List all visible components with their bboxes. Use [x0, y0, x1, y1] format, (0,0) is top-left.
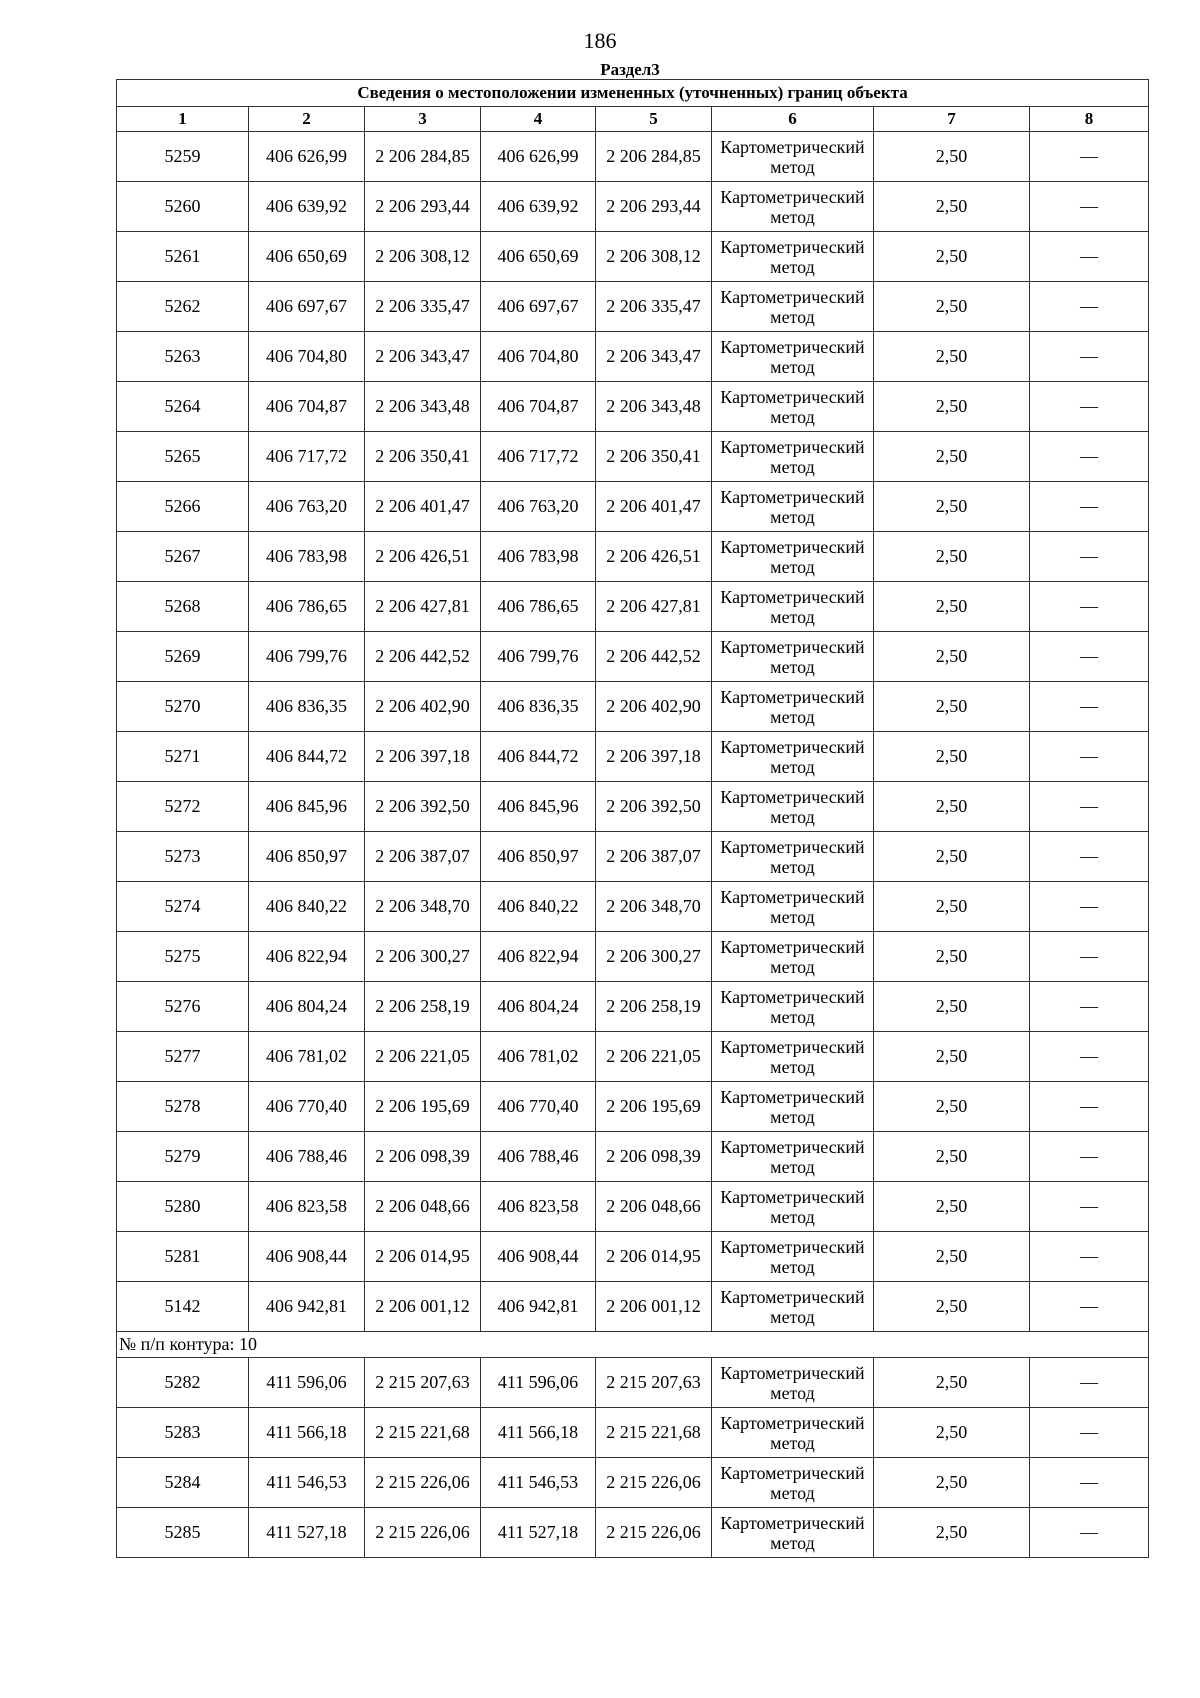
x-old-cell: 406 783,98 — [249, 532, 365, 582]
description-cell: — — [1030, 332, 1149, 382]
y-old-cell: 2 206 402,90 — [365, 682, 481, 732]
y-old-cell: 2 206 335,47 — [365, 282, 481, 332]
y-old-cell: 2 206 195,69 — [365, 1082, 481, 1132]
description-cell: — — [1030, 432, 1149, 482]
method-cell: Картометрический метод — [712, 132, 874, 182]
table-row — [117, 782, 1149, 832]
description-cell: — — [1030, 532, 1149, 582]
accuracy-cell: 2,50 — [874, 1458, 1030, 1508]
method-cell: Картометрический метод — [712, 432, 874, 482]
accuracy-cell: 2,50 — [874, 932, 1030, 982]
accuracy-cell: 2,50 — [874, 732, 1030, 782]
x-old-cell: 406 717,72 — [249, 432, 365, 482]
x-new-cell: 411 546,53 — [481, 1458, 596, 1508]
method-cell: Картометрический метод — [712, 1082, 874, 1132]
x-old-cell: 406 840,22 — [249, 882, 365, 932]
x-old-cell: 411 596,06 — [249, 1358, 365, 1408]
accuracy-cell: 2,50 — [874, 382, 1030, 432]
y-old-cell: 2 206 343,47 — [365, 332, 481, 382]
table-header-row — [117, 107, 1149, 132]
y-new-cell: 2 206 343,48 — [596, 382, 712, 432]
x-old-cell: 406 650,69 — [249, 232, 365, 282]
table-row — [117, 432, 1149, 482]
method-cell: Картометрический метод — [712, 1182, 874, 1232]
y-old-cell: 2 206 442,52 — [365, 632, 481, 682]
y-new-cell: 2 206 397,18 — [596, 732, 712, 782]
x-new-cell: 411 596,06 — [481, 1358, 596, 1408]
x-old-cell: 406 626,99 — [249, 132, 365, 182]
x-new-cell: 406 626,99 — [481, 132, 596, 182]
x-new-cell: 406 804,24 — [481, 982, 596, 1032]
table-row — [117, 282, 1149, 332]
y-old-cell: 2 215 221,68 — [365, 1408, 481, 1458]
method-cell: Картометрический метод — [712, 782, 874, 832]
method-cell: Картометрический метод — [712, 1358, 874, 1408]
y-old-cell: 2 206 098,39 — [365, 1132, 481, 1182]
x-new-cell: 411 566,18 — [481, 1408, 596, 1458]
method-cell: Картометрический метод — [712, 182, 874, 232]
description-cell: — — [1030, 1232, 1149, 1282]
description-cell: — — [1030, 232, 1149, 282]
contour-row — [117, 1332, 1149, 1358]
point-number-cell: 5260 — [117, 182, 249, 232]
x-new-cell: 406 639,92 — [481, 182, 596, 232]
table-row — [117, 832, 1149, 882]
x-old-cell: 406 704,87 — [249, 382, 365, 432]
table-row — [117, 232, 1149, 282]
method-cell: Картометрический метод — [712, 1508, 874, 1558]
point-number-cell: 5276 — [117, 982, 249, 1032]
y-new-cell: 2 206 258,19 — [596, 982, 712, 1032]
x-new-cell: 406 704,80 — [481, 332, 596, 382]
table-row — [117, 682, 1149, 732]
method-cell: Картометрический метод — [712, 332, 874, 382]
y-old-cell: 2 206 221,05 — [365, 1032, 481, 1082]
accuracy-cell: 2,50 — [874, 532, 1030, 582]
table-row — [117, 332, 1149, 382]
page-number: 186 — [583, 28, 617, 53]
table-row — [117, 1232, 1149, 1282]
point-number-cell: 5281 — [117, 1232, 249, 1282]
method-cell: Картометрический метод — [712, 1458, 874, 1508]
x-new-cell: 406 799,76 — [481, 632, 596, 682]
x-old-cell: 406 844,72 — [249, 732, 365, 782]
table-caption-row — [117, 80, 1149, 107]
y-new-cell: 2 206 284,85 — [596, 132, 712, 182]
description-cell: — — [1030, 582, 1149, 632]
x-old-cell: 406 697,67 — [249, 282, 365, 332]
accuracy-cell: 2,50 — [874, 1132, 1030, 1182]
x-old-cell: 406 822,94 — [249, 932, 365, 982]
y-new-cell: 2 206 392,50 — [596, 782, 712, 832]
x-new-cell: 406 786,65 — [481, 582, 596, 632]
x-old-cell: 406 823,58 — [249, 1182, 365, 1232]
description-cell: — — [1030, 1358, 1149, 1408]
table-row — [117, 982, 1149, 1032]
method-cell: Картометрический метод — [712, 682, 874, 732]
table-caption: Сведения о местоположении измененных (уточненных) границ объекта — [117, 80, 1149, 107]
column-header: 7 — [874, 107, 1030, 132]
point-number-cell: 5270 — [117, 682, 249, 732]
y-new-cell: 2 206 402,90 — [596, 682, 712, 732]
point-number-cell: 5266 — [117, 482, 249, 532]
x-old-cell: 406 781,02 — [249, 1032, 365, 1082]
method-cell: Картометрический метод — [712, 532, 874, 582]
y-new-cell: 2 206 426,51 — [596, 532, 712, 582]
accuracy-cell: 2,50 — [874, 1182, 1030, 1232]
table-row — [117, 1132, 1149, 1182]
x-old-cell: 406 763,20 — [249, 482, 365, 532]
method-cell: Картометрический метод — [712, 1232, 874, 1282]
y-new-cell: 2 206 221,05 — [596, 1032, 712, 1082]
y-old-cell: 2 215 226,06 — [365, 1458, 481, 1508]
y-new-cell: 2 206 001,12 — [596, 1282, 712, 1332]
y-old-cell: 2 206 048,66 — [365, 1182, 481, 1232]
method-cell: Картометрический метод — [712, 632, 874, 682]
table-row — [117, 482, 1149, 532]
accuracy-cell: 2,50 — [874, 432, 1030, 482]
description-cell: — — [1030, 682, 1149, 732]
y-new-cell: 2 206 350,41 — [596, 432, 712, 482]
x-old-cell: 406 799,76 — [249, 632, 365, 682]
y-old-cell: 2 206 401,47 — [365, 482, 481, 532]
x-new-cell: 406 781,02 — [481, 1032, 596, 1082]
point-number-cell: 5285 — [117, 1508, 249, 1558]
table-row — [117, 1282, 1149, 1332]
accuracy-cell: 2,50 — [874, 632, 1030, 682]
description-cell: — — [1030, 1082, 1149, 1132]
y-new-cell: 2 206 427,81 — [596, 582, 712, 632]
column-header: 3 — [365, 107, 481, 132]
accuracy-cell: 2,50 — [874, 1232, 1030, 1282]
y-old-cell: 2 206 284,85 — [365, 132, 481, 182]
point-number-cell: 5265 — [117, 432, 249, 482]
description-cell: — — [1030, 632, 1149, 682]
accuracy-cell: 2,50 — [874, 832, 1030, 882]
point-number-cell: 5272 — [117, 782, 249, 832]
x-new-cell: 406 850,97 — [481, 832, 596, 882]
y-old-cell: 2 206 308,12 — [365, 232, 481, 282]
x-old-cell: 406 788,46 — [249, 1132, 365, 1182]
y-old-cell: 2 206 426,51 — [365, 532, 481, 582]
table-row — [117, 1408, 1149, 1458]
table-row — [117, 132, 1149, 182]
x-old-cell: 406 804,24 — [249, 982, 365, 1032]
y-new-cell: 2 215 221,68 — [596, 1408, 712, 1458]
x-old-cell: 406 845,96 — [249, 782, 365, 832]
contour-label: № п/п контура: 10 — [117, 1332, 1149, 1358]
x-old-cell: 406 786,65 — [249, 582, 365, 632]
x-old-cell: 406 770,40 — [249, 1082, 365, 1132]
table-row — [117, 1458, 1149, 1508]
point-number-cell: 5259 — [117, 132, 249, 182]
table-row — [117, 1182, 1149, 1232]
description-cell: — — [1030, 1282, 1149, 1332]
method-cell: Картометрический метод — [712, 232, 874, 282]
y-old-cell: 2 206 293,44 — [365, 182, 481, 232]
point-number-cell: 5277 — [117, 1032, 249, 1082]
accuracy-cell: 2,50 — [874, 332, 1030, 382]
table-row — [117, 582, 1149, 632]
x-new-cell: 406 650,69 — [481, 232, 596, 282]
accuracy-cell: 2,50 — [874, 782, 1030, 832]
table-row — [117, 1032, 1149, 1082]
y-new-cell: 2 215 226,06 — [596, 1508, 712, 1558]
y-new-cell: 2 206 442,52 — [596, 632, 712, 682]
table-row — [117, 1082, 1149, 1132]
method-cell: Картометрический метод — [712, 382, 874, 432]
point-number-cell: 5283 — [117, 1408, 249, 1458]
point-number-cell: 5267 — [117, 532, 249, 582]
section-label: Раздел3 — [600, 60, 660, 79]
table-body — [117, 132, 1149, 1558]
x-new-cell: 406 783,98 — [481, 532, 596, 582]
point-number-cell: 5278 — [117, 1082, 249, 1132]
table-row — [117, 882, 1149, 932]
method-cell: Картометрический метод — [712, 882, 874, 932]
table-row — [117, 1358, 1149, 1408]
y-new-cell: 2 206 343,47 — [596, 332, 712, 382]
x-old-cell: 406 850,97 — [249, 832, 365, 882]
method-cell: Картометрический метод — [712, 282, 874, 332]
y-new-cell: 2 206 348,70 — [596, 882, 712, 932]
description-cell: — — [1030, 882, 1149, 932]
y-new-cell: 2 206 335,47 — [596, 282, 712, 332]
accuracy-cell: 2,50 — [874, 132, 1030, 182]
y-new-cell: 2 215 207,63 — [596, 1358, 712, 1408]
x-new-cell: 406 822,94 — [481, 932, 596, 982]
x-old-cell: 411 546,53 — [249, 1458, 365, 1508]
x-new-cell: 406 844,72 — [481, 732, 596, 782]
y-old-cell: 2 206 350,41 — [365, 432, 481, 482]
description-cell: — — [1030, 1458, 1149, 1508]
y-old-cell: 2 206 427,81 — [365, 582, 481, 632]
column-header: 4 — [481, 107, 596, 132]
x-new-cell: 406 697,67 — [481, 282, 596, 332]
accuracy-cell: 2,50 — [874, 1082, 1030, 1132]
x-new-cell: 406 845,96 — [481, 782, 596, 832]
point-number-cell: 5268 — [117, 582, 249, 632]
accuracy-cell: 2,50 — [874, 1508, 1030, 1558]
x-new-cell: 406 908,44 — [481, 1232, 596, 1282]
column-header: 6 — [712, 107, 874, 132]
y-new-cell: 2 206 387,07 — [596, 832, 712, 882]
description-cell: — — [1030, 1032, 1149, 1082]
y-old-cell: 2 206 300,27 — [365, 932, 481, 982]
table-row — [117, 182, 1149, 232]
y-old-cell: 2 206 258,19 — [365, 982, 481, 1032]
x-new-cell: 406 770,40 — [481, 1082, 596, 1132]
y-new-cell: 2 206 014,95 — [596, 1232, 712, 1282]
point-number-cell: 5282 — [117, 1358, 249, 1408]
point-number-cell: 5142 — [117, 1282, 249, 1332]
x-new-cell: 406 704,87 — [481, 382, 596, 432]
x-old-cell: 411 527,18 — [249, 1508, 365, 1558]
y-new-cell: 2 206 293,44 — [596, 182, 712, 232]
point-number-cell: 5273 — [117, 832, 249, 882]
y-old-cell: 2 206 348,70 — [365, 882, 481, 932]
y-new-cell: 2 215 226,06 — [596, 1458, 712, 1508]
accuracy-cell: 2,50 — [874, 1358, 1030, 1408]
x-old-cell: 406 704,80 — [249, 332, 365, 382]
x-old-cell: 411 566,18 — [249, 1408, 365, 1458]
table-row — [117, 1508, 1149, 1558]
y-new-cell: 2 206 300,27 — [596, 932, 712, 982]
point-number-cell: 5264 — [117, 382, 249, 432]
point-number-cell: 5263 — [117, 332, 249, 382]
x-old-cell: 406 908,44 — [249, 1232, 365, 1282]
x-new-cell: 406 788,46 — [481, 1132, 596, 1182]
column-header: 8 — [1030, 107, 1149, 132]
description-cell: — — [1030, 1508, 1149, 1558]
y-old-cell: 2 206 397,18 — [365, 732, 481, 782]
description-cell: — — [1030, 932, 1149, 982]
y-new-cell: 2 206 098,39 — [596, 1132, 712, 1182]
column-header: 5 — [596, 107, 712, 132]
accuracy-cell: 2,50 — [874, 682, 1030, 732]
boundary-table — [116, 79, 1149, 1558]
table-row — [117, 632, 1149, 682]
point-number-cell: 5275 — [117, 932, 249, 982]
point-number-cell: 5279 — [117, 1132, 249, 1182]
accuracy-cell: 2,50 — [874, 1282, 1030, 1332]
y-old-cell: 2 206 001,12 — [365, 1282, 481, 1332]
method-cell: Картометрический метод — [712, 932, 874, 982]
table-row — [117, 532, 1149, 582]
table-row — [117, 932, 1149, 982]
description-cell: — — [1030, 182, 1149, 232]
method-cell: Картометрический метод — [712, 1132, 874, 1182]
method-cell: Картометрический метод — [712, 832, 874, 882]
description-cell: — — [1030, 732, 1149, 782]
table-row — [117, 382, 1149, 432]
y-old-cell: 2 215 207,63 — [365, 1358, 481, 1408]
x-old-cell: 406 942,81 — [249, 1282, 365, 1332]
method-cell: Картометрический метод — [712, 982, 874, 1032]
x-new-cell: 406 717,72 — [481, 432, 596, 482]
y-new-cell: 2 206 048,66 — [596, 1182, 712, 1232]
table-row — [117, 732, 1149, 782]
point-number-cell: 5261 — [117, 232, 249, 282]
accuracy-cell: 2,50 — [874, 882, 1030, 932]
y-new-cell: 2 206 401,47 — [596, 482, 712, 532]
x-new-cell: 406 763,20 — [481, 482, 596, 532]
description-cell: — — [1030, 1182, 1149, 1232]
column-header: 2 — [249, 107, 365, 132]
x-new-cell: 406 823,58 — [481, 1182, 596, 1232]
method-cell: Картометрический метод — [712, 1032, 874, 1082]
description-cell: — — [1030, 982, 1149, 1032]
y-new-cell: 2 206 195,69 — [596, 1082, 712, 1132]
point-number-cell: 5269 — [117, 632, 249, 682]
x-new-cell: 406 942,81 — [481, 1282, 596, 1332]
method-cell: Картометрический метод — [712, 1408, 874, 1458]
x-new-cell: 411 527,18 — [481, 1508, 596, 1558]
point-number-cell: 5262 — [117, 282, 249, 332]
accuracy-cell: 2,50 — [874, 1408, 1030, 1458]
accuracy-cell: 2,50 — [874, 232, 1030, 282]
accuracy-cell: 2,50 — [874, 482, 1030, 532]
point-number-cell: 5274 — [117, 882, 249, 932]
y-old-cell: 2 206 387,07 — [365, 832, 481, 882]
method-cell: Картометрический метод — [712, 732, 874, 782]
description-cell: — — [1030, 782, 1149, 832]
description-cell: — — [1030, 832, 1149, 882]
x-old-cell: 406 836,35 — [249, 682, 365, 732]
accuracy-cell: 2,50 — [874, 582, 1030, 632]
y-old-cell: 2 206 343,48 — [365, 382, 481, 432]
description-cell: — — [1030, 382, 1149, 432]
x-new-cell: 406 840,22 — [481, 882, 596, 932]
y-new-cell: 2 206 308,12 — [596, 232, 712, 282]
x-new-cell: 406 836,35 — [481, 682, 596, 732]
accuracy-cell: 2,50 — [874, 182, 1030, 232]
method-cell: Картометрический метод — [712, 1282, 874, 1332]
description-cell: — — [1030, 1132, 1149, 1182]
y-old-cell: 2 206 014,95 — [365, 1232, 481, 1282]
description-cell: — — [1030, 1408, 1149, 1458]
point-number-cell: 5271 — [117, 732, 249, 782]
y-old-cell: 2 215 226,06 — [365, 1508, 481, 1558]
point-number-cell: 5280 — [117, 1182, 249, 1232]
point-number-cell: 5284 — [117, 1458, 249, 1508]
x-old-cell: 406 639,92 — [249, 182, 365, 232]
accuracy-cell: 2,50 — [874, 282, 1030, 332]
column-header: 1 — [117, 107, 249, 132]
description-cell: — — [1030, 282, 1149, 332]
method-cell: Картометрический метод — [712, 582, 874, 632]
method-cell: Картометрический метод — [712, 482, 874, 532]
accuracy-cell: 2,50 — [874, 982, 1030, 1032]
description-cell: — — [1030, 132, 1149, 182]
description-cell: — — [1030, 482, 1149, 532]
y-old-cell: 2 206 392,50 — [365, 782, 481, 832]
accuracy-cell: 2,50 — [874, 1032, 1030, 1082]
